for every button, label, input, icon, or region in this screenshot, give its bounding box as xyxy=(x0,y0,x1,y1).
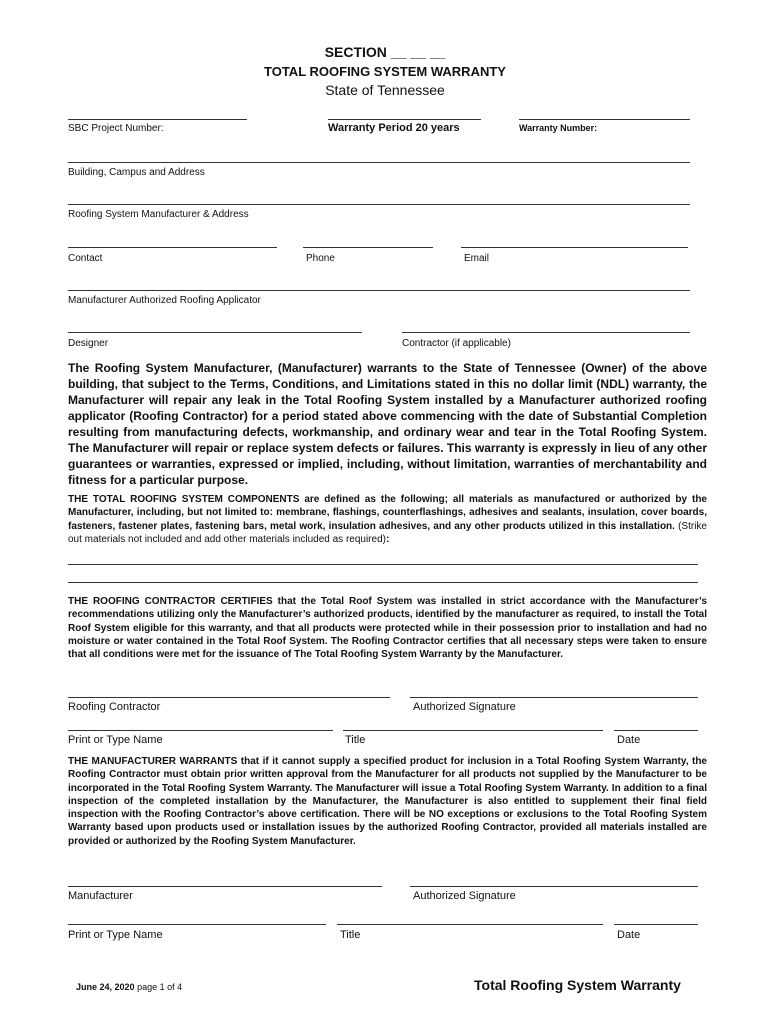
manufacturer-title-label: Title xyxy=(340,929,361,941)
email-label: Email xyxy=(464,253,490,264)
state-name: State of Tennessee xyxy=(325,82,445,98)
manufacturer-line[interactable] xyxy=(68,886,382,887)
contractor-authorized-signature-line[interactable] xyxy=(410,697,698,698)
document-title: TOTAL ROOFING SYSTEM WARRANTY xyxy=(264,64,506,79)
components-note: (Strike out materials not included and add other materials included as required) xyxy=(68,520,707,545)
manufacturer-authorized-signature-line[interactable] xyxy=(410,886,698,887)
components-text: are defined as the following; all materials as manufactured or authorized by the Manufacturer, including, but not limited to: membrane, flashings, counterflashings, adhesives and sealants, insulation, cover boards, fasteners, fastener plates, fastening bars, metal work, insulation adhesives, and any other products utilized in this installation. xyxy=(68,494,707,532)
contractor-certifies-heading: THE ROOFING CONTRACTOR CERTIFIES xyxy=(68,596,273,607)
contractor-print-name-label: Print or Type Name xyxy=(68,734,163,746)
phone-line[interactable] xyxy=(303,247,433,248)
footer-date: June 24, 2020 xyxy=(76,982,135,992)
warranty-period-label: Warranty Period 20 years xyxy=(328,122,460,134)
designer-line[interactable] xyxy=(68,332,362,333)
contractor-date-line[interactable] xyxy=(614,730,698,731)
contact-line[interactable] xyxy=(68,247,277,248)
building-label: Building, Campus and Address xyxy=(68,167,205,178)
components-heading: THE TOTAL ROOFING SYSTEM COMPONENTS xyxy=(68,494,300,505)
manufacturer-title-line[interactable] xyxy=(337,924,603,925)
manufacturer-address-line[interactable] xyxy=(68,204,690,205)
phone-label: Phone xyxy=(306,253,335,264)
footer-page: page 1 of 4 xyxy=(137,982,183,992)
contractor-label: Contractor (if applicable) xyxy=(402,338,511,349)
email-line[interactable] xyxy=(461,247,688,248)
components-colon: : xyxy=(385,533,390,545)
contractor-certifies-paragraph xyxy=(68,595,707,661)
manufacturer-print-name-line[interactable] xyxy=(68,924,326,925)
contractor-print-name-line[interactable] xyxy=(68,730,333,731)
contractor-date-label: Date xyxy=(617,734,641,746)
manufacturer-warrants-paragraph xyxy=(68,755,707,848)
warranty-number-label: Warranty Number: xyxy=(519,123,598,133)
contractor-title-label: Title xyxy=(345,734,366,746)
manufacturer-warrants-text: that if it cannot supply a specified product for inclusion in a Total Roofing System Warranty, the Roofing Contractor must obtain prior written approval from the Manufacturer for all products not supplied by the Manufacturer to be incorporated in the Total Roofing System Warranty. The Manufacturer will issue a Total Roofing System Warranty. In addition to a final inspection of the completed installation by the Manufacturer, the Manufacturer is also entitled to supplement their final field inspection with the Roofing Contractor’s above certification. There will be NO exceptions or exclusions to the Total Roofing System Warranty based upon products used or installation issues by the authorized Roofing Contractor, provided all materials installed are provided or authorized by the Roofing System Manufacturer. xyxy=(68,756,707,847)
manufacturer-label: Manufacturer xyxy=(68,890,133,902)
contact-label: Contact xyxy=(68,253,103,264)
contractor-certifies-text: that the Total Roof System was installed in strict accordance with the Manufacturer’s recommendations utilizing only the Manufacturer’s authorized products, identified by the manufacturer as required, to install the Total Roof System eligible for this warranty, and that all products were protected while in their possession prior to installation and had no moisture or water contained in the Total Roof System. The Roofing Contractor certifies that all necessary steps were taken to ensure that all conditions were met for the issuance of The Total Roofing System Warranty by the Manufacturer. xyxy=(68,596,707,661)
manufacturer-print-name-label: Print or Type Name xyxy=(68,929,163,941)
footer-left xyxy=(76,982,182,992)
footer-doc-title: Total Roofing System Warranty xyxy=(474,977,681,993)
components-paragraph xyxy=(68,493,707,546)
section-number: SECTION __ __ __ xyxy=(324,44,446,60)
sbc-project-number-line[interactable] xyxy=(68,119,247,120)
applicator-line[interactable] xyxy=(68,290,690,291)
applicator-label: Manufacturer Authorized Roofing Applicator xyxy=(68,295,261,306)
warranty-paragraph: The Roofing System Manufacturer, (Manufacturer) warrants to the State of Tennessee (Owner) of the above building, that subject to the Terms, Conditions, and Limitations stated in this no dollar limit (NDL) warranty, the Manufacturer will repair any leak in the Total Roofing System installed by a Manufacturer authorized roofing applicator (Roofing Contractor) for a period stated above commencing with the date of Substantial Completion resulting from manufacturing defects, workmanship, and ordinary wear and tear in the Total Roofing System. The Manufacturer will repair or replace system defects or failures. This warranty is expressly in lieu of any other guarantees or warranties, expressed or implied, including, without limitation, warranties of merchantability and fitness for a particular purpose. xyxy=(68,361,707,487)
manufacturer-date-line[interactable] xyxy=(614,924,698,925)
manufacturer-address-label: Roofing System Manufacturer & Address xyxy=(68,209,249,220)
materials-line-2[interactable] xyxy=(68,582,698,583)
manufacturer-date-label: Date xyxy=(617,929,641,941)
building-line[interactable] xyxy=(68,162,690,163)
contractor-line[interactable] xyxy=(402,332,690,333)
roofing-contractor-line[interactable] xyxy=(68,697,390,698)
contractor-authorized-signature-label: Authorized Signature xyxy=(413,701,516,713)
materials-line-1[interactable] xyxy=(68,564,698,565)
manufacturer-authorized-signature-label: Authorized Signature xyxy=(413,890,516,902)
contractor-title-line[interactable] xyxy=(343,730,603,731)
manufacturer-warrants-heading: THE MANUFACTURER WARRANTS xyxy=(68,756,238,767)
sbc-project-number-label: SBC Project Number: xyxy=(68,123,164,134)
warranty-period-line xyxy=(328,119,481,120)
designer-label: Designer xyxy=(68,338,109,349)
roofing-contractor-label: Roofing Contractor xyxy=(68,701,161,713)
warranty-number-line[interactable] xyxy=(519,119,690,120)
